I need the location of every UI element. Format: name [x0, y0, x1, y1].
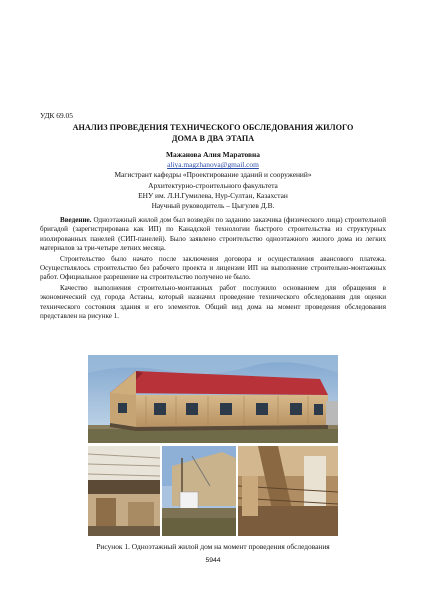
title-line: ДОМА В ДВА ЭТАПА [171, 134, 255, 143]
author-name: Мажанова Алия Маратовна [166, 150, 260, 159]
paragraph-introduction [40, 216, 386, 254]
title-line: АНАЛИЗ ПРОВЕДЕНИЯ ТЕХНИЧЕСКОГО ОБСЛЕДОВАНИЯ ЖИЛОГО [72, 123, 354, 132]
author-faculty: Архитектурно-строительного факультета [148, 180, 278, 190]
detail-photos [88, 446, 338, 536]
article-body [40, 216, 386, 322]
author-block [40, 150, 386, 211]
author-position: Магистрант кафедры «Проектирование зданий и сооружений» [114, 170, 312, 180]
detail-photo-foundation [162, 446, 236, 536]
paragraph-lead: Введение. [60, 216, 92, 224]
udk-code: УДК 69.05 [40, 111, 73, 120]
house-photo [88, 355, 338, 443]
author-email-link[interactable]: aliya.magzhanova@gmail.com [167, 160, 259, 170]
paragraph-text: Качество выполнения строительно-монтажных работ послужило основанием для обращения в экономический суд города Астаны, который назначил проведение технического обследования для оценки технического состояния здания и его элементов. Общий вид дома на момент проведения обследования представлен на рисунке 1. [40, 283, 386, 321]
paragraph-text: Одноэтажный жилой дом был возведён по заданию заказчика (физического лица) строительной бригадой (зарегистрирована как ИП) по Канадской технологии быстрого строительства из структурных изолированных панелей (СИП-панелей). Было заявлено строительство одноэтажного жилого дома из легких материалов за три-четыре летних месяца. [40, 216, 386, 253]
paragraph-construction [40, 255, 386, 283]
detail-photo-interior [238, 446, 338, 536]
paragraph-quality [40, 284, 386, 322]
article-title [40, 122, 386, 144]
paragraph-text: Строительство было начато после заключения договора и осуществления авансового платежа. Осуществлялось строительство без рабочего проекта и лицензии ИП на выполнение строительно-монтажных работ. Официальное разрешение на строительство получено не было. [40, 254, 386, 282]
author-university: ЕНУ им. Л.Н.Гумилева, Нур-Султан, Казахстан [138, 190, 288, 200]
author-supervisor: Научный руководитель – Цыгулев Д.В. [151, 201, 275, 211]
page-number: 5944 [205, 557, 221, 564]
detail-photo-wall-corner [88, 446, 160, 536]
figure-caption: Рисунок 1. Одноэтажный жилой дом на момент проведения обследования [96, 542, 330, 551]
